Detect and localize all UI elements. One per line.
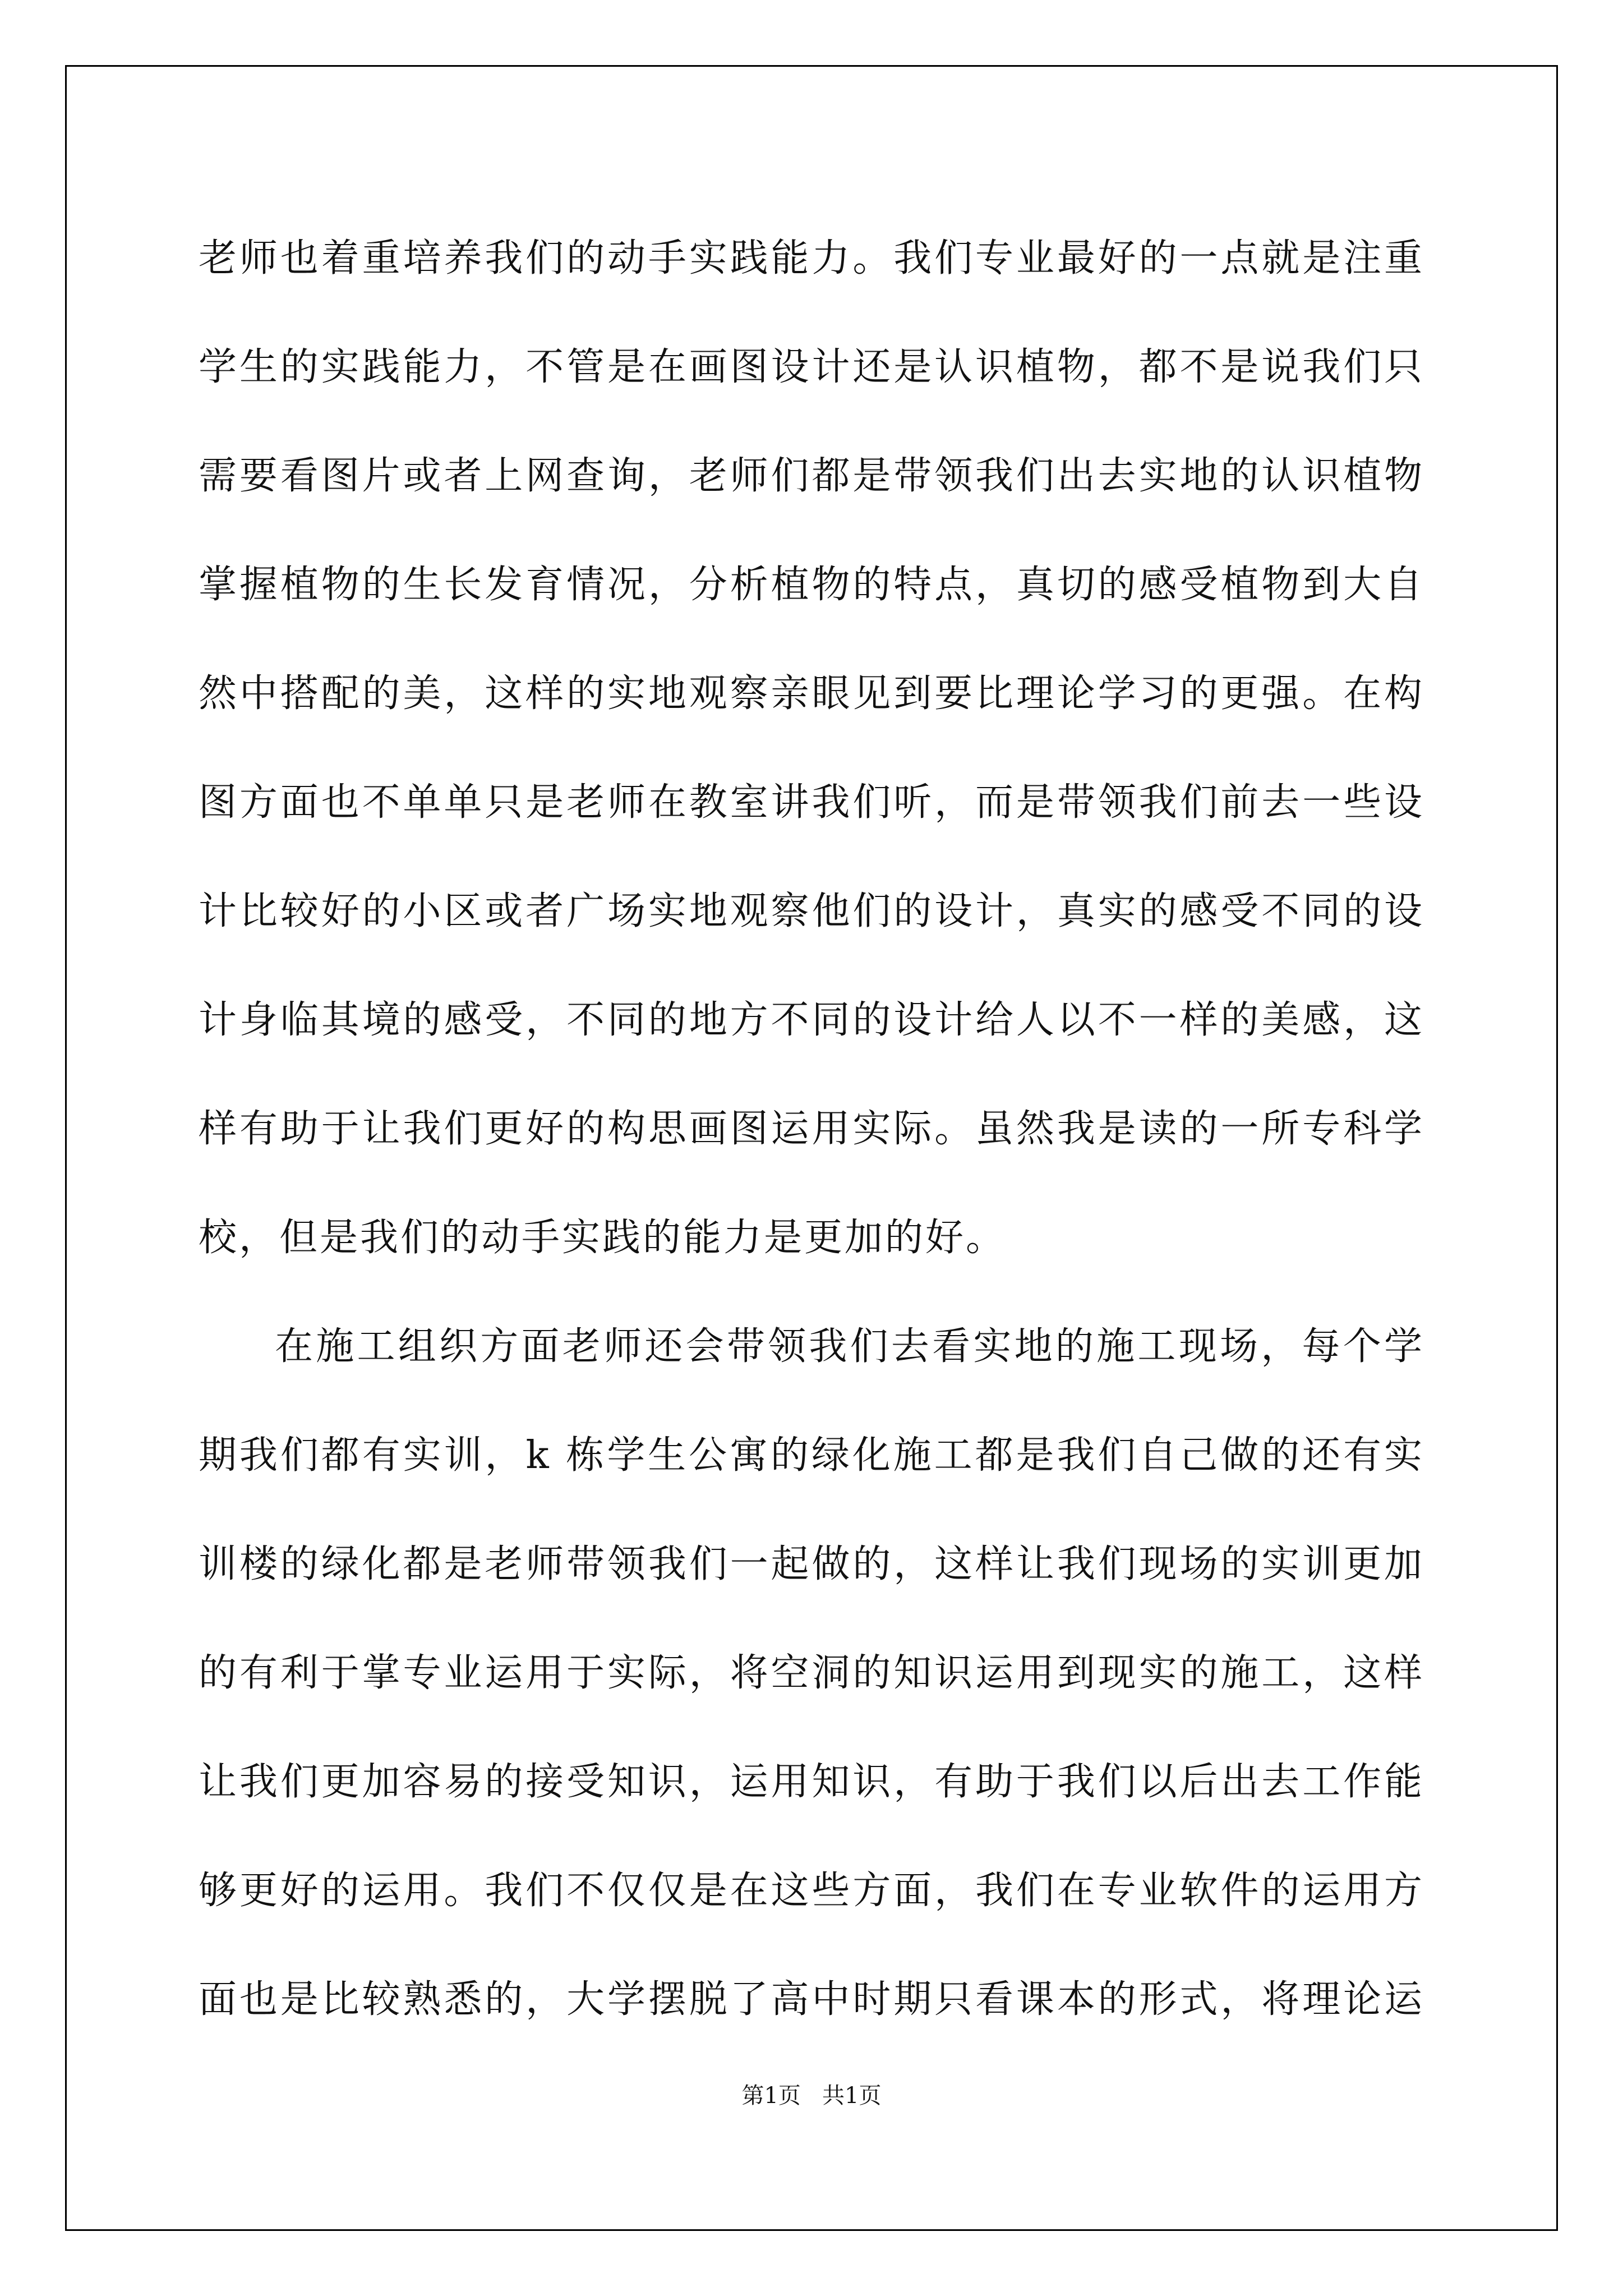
text-line: 让我们更加容易的接受知识，运用知识，有助于我们以后出去工作能 (199, 1760, 1424, 1804)
paragraph (199, 1292, 1424, 2054)
paragraph (199, 204, 1424, 1292)
text-line: 在施工组织方面老师还会带领我们去看实地的施工现场，每个学 (275, 1324, 1424, 1369)
page-footer: 第1页 共1页 (741, 2083, 882, 2109)
text-line: 掌握植物的生长发育情况，分析植物的特点，真切的感受植物到大自 (199, 563, 1424, 607)
text-line: 训楼的绿化都是老师带领我们一起做的，这样让我们现场的实训更加 (199, 1542, 1424, 1586)
text-line: 计比较好的小区或者广场实地观察他们的设计，真实的感受不同的设 (199, 889, 1424, 933)
text-line: 计身临其境的感受，不同的地方不同的设计给人以不一样的美感，这 (199, 998, 1424, 1042)
document-body (199, 204, 1424, 2054)
text-line: 面也是比较熟悉的，大学摆脱了高中时期只看课本的形式，将理论运 (199, 1977, 1424, 2022)
text-line: 老师也着重培养我们的动手实践能力。我们专业最好的一点就是注重 (199, 236, 1424, 280)
text-line: 学生的实践能力，不管是在画图设计还是认识植物，都不是说我们只 (199, 345, 1424, 389)
text-line: 然中搭配的美，这样的实地观察亲眼见到要比理论学习的更强。在构 (199, 671, 1424, 716)
text-line: 期我们都有实训，k 栋学生公寓的绿化施工都是我们自己做的还有实 (199, 1433, 1424, 1478)
text-line: 样有助于让我们更好的构思画图运用实际。虽然我是读的一所专科学 (199, 1107, 1424, 1151)
text-line: 图方面也不单单只是老师在教室讲我们听，而是带领我们前去一些设 (199, 780, 1424, 825)
text-line: 够更好的运用。我们不仅仅是在这些方面，我们在专业软件的运用方 (199, 1869, 1424, 1913)
text-line: 需要看图片或者上网查询，老师们都是带领我们出去实地的认识植物 (199, 454, 1424, 498)
text-line: 校，但是我们的动手实践的能力是更加的好。 (199, 1216, 1007, 1260)
text-line: 的有利于掌专业运用于实际，将空洞的知识运用到现实的施工，这样 (199, 1651, 1424, 1695)
